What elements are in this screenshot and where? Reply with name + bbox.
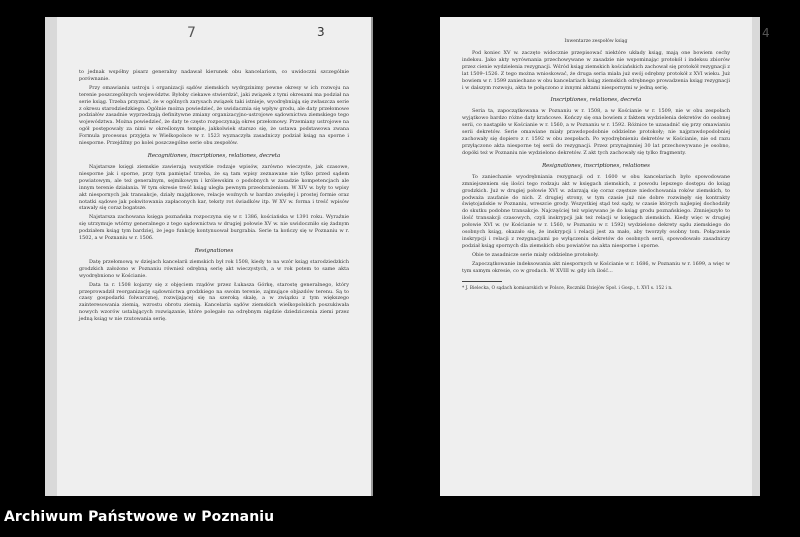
paragraph: Data ta r. 1508 kojarzy się z objęciem rządów przez Łukasza Górkę, starostę generalnego, który przeprowadził reorganizację sądownictwa grodzkiego na swoim terenie, zajmujące objazdów terenu. Są to czasy gospodarki folwarcznej, rozwijającej się na szeroką skalę, a w związku z tym większego zainteresowania ziemią, wzrostu obrotu ziemią. Kancelaria sądów ziemskich wielkopolskich poszukiwała nowych wzorów ustalających rozwiązanie, które polegało na odrębnym nigdzie dziedziczenia ziemi przez jedną ksiąg w nie rzutowania serię. — [79, 281, 349, 323]
pencil-mark: 4 — [762, 26, 770, 40]
paragraph: Obie te zasadnicze serie miały oddzielne protokoły. — [472, 251, 599, 258]
archive-caption: Archiwum Państwowe w Poznaniu — [4, 509, 275, 525]
section-heading: Resignationes — [194, 247, 234, 254]
pencil-mark: 3 — [317, 25, 325, 39]
paragraph: Zapoczątkowanie indeksowania akt niespornych w Kościanie w r. 1686, w Poznaniu w r. 1699, a więc w tym samym okresie, co w grodach. W XVIII w. gdy ich ilość... — [462, 260, 730, 274]
left-page — [57, 17, 373, 496]
paragraph: Najstarsze księgi ziemskie zawierają wszystkie rodzaje wpisów, zarówno wieczyste, jak czasowe, niesporne jak i sporne, przy tym pamiętać trzeba, że są tam wpisy zeznawane nie tylko przed sądem powiatowym, ale też generalnym, sejmikowym i królewskim o podobnych w zasadzie kompetencjach ale innym terenie działania. W tym okresie treść ksiąg uległa pewnym przeobrażeniom. W XIV w. były to wpisy akt niespornych jak transakcje, działy majątkowe, relacje woźnych w bardzo zwięzłej i prostej formie oraz notatki sądowe jak pokwitowania zapłaconych kar, teksty rot świadków itp. W XV w. forma i treść wpisów stawały się coraz bogatsze. — [79, 163, 349, 212]
right-page-text — [462, 39, 730, 292]
paragraph: Seria ta, zapoczątkowana w Poznaniu w r. 1508, a w Kościanie w r. 1509, nie w obu zespołach wyjątkowo bardzo różne daty krańcowe. Kończy się ona bowiem z faktem wydzielenia dekretów do osobnej serii, co nastąpiło w Kościanie w r. 1560, a w Poznaniu w r. 1592. Różnice te uzasadnić się przy omawianiu serii dekretów. Serie omawiane miały prawdopodobnie oddzielne protokoły; nie najprawdopodobniej zachowały się dopiero z r. 1592 w obu zespołach. Po wyodrębnieniu dekretów w Kościanie, nie od razu przyłączono akta niesporne tej serii do rezygnacji. Przez przynajmniej 30 lat przechowywano je osobno, dopóki też w Poznaniu nie wydzielono dekretów. Z akt tych zachowały się tylko fragmenty. — [462, 108, 730, 156]
page-edge — [752, 17, 760, 496]
paragraph: Przy omawianiu ustroju i organizacji sądów ziemskich wydrgzinimy pewne okresy w ich rozwoju na terenie poszczególnych województw. Byłoby ciekawe stwierdzić, jaki związek z tymi okresami ma podział na serie ksiąg. Trzeba przyznać, że w ogólnych zarysach związek taki istnieje, wyodrębniają się zwłaszcza serie z okresu starodziedzkiego. Ogólnie można powiedzieć, że uwidacznia się wpływ grodu, ale daty przełomowe podziałów zasadnie wyprzedzają definitywne zmiany organizacyjno-ustrojowe sądownictwa ziemskiego tego województwa. Można powiedzieć, że daty te często rozpoczynają okres przełomowy. Przemiany ustrojowe na ogół postępowały za nimi w określonym tempie, jakkolwiek starszo się, że ustawa podstawowa zwana Formula processus przyjęta w Wielkopolsce w r. 1523 wyznaczyła zasadniczy podział ksiąg na sporne i niesporne. Przejdźmy po kolei poszczególne serie obu zespołów. — [79, 84, 349, 147]
page-edge — [45, 17, 57, 496]
paragraph: Najstarsza zachowana księga poznańska rozpoczyna się w r. 1386, kościańska w 1391 roku. Wyraźnie się utrzymuje wtórny generalnego z tego sądownictwa w drugiej połowie XV w. nie uwidoczniło się żadnym podziałem ksiąg tym bardziej, że jego funkcję kontynuował burgrabia. Serie ta kończy się w Poznaniu w r. 1502, a w Poznaniu w r. 1506. — [79, 214, 349, 242]
pencil-mark: 7 — [187, 25, 196, 41]
section-heading: Recognitiones, inscriptiones, relationes, decreta — [147, 152, 281, 159]
section-heading: Inscriptiones, relationes, decreta — [550, 97, 642, 104]
section-heading: Resignationes, inscriptiones, relationes — [542, 162, 650, 169]
left-page-text — [79, 69, 349, 325]
running-head: Inwentarze zespołów ksiąg — [564, 39, 628, 44]
footnote: * J. Bielecka, O sądach komisarskich w Polsce, Roczniki Dziejów Społ. i Gosp., t. XVI s. 152 i n. — [462, 286, 673, 292]
paragraph: Pod koniec XV w. zaczęto widocznie przepisować niektóre układy ksiąg, mają one bowiem cechy indeksu. Jako akty wyrównania przechowywane w zasadzie nie wspominając protokół i indeksu zbiorów przez cienie wydzielenia rezygnacji. Wśród ksiąg ziemskich kościańskich zachował się protokół rezygnacji z lat 1509–1526. Z tego można wnioskować, że druga seria miała już swój odrębny protokół z XVI wieku. Już bowiem w r. 1599 zaniechano w obu kancelariach ksiąg ziemskich odrębnego prowadzenia ksiąg rezygnacji i w dalszym rozwoju, akta te połączono z innymi aktami niespornymi w jedną serię. — [462, 50, 730, 91]
paragraph: Datę przełomową w dziejach kancelarii ziemskich był rok 1508, kiedy to na wzór ksiąg starodziedzkich grodzkich założono w Poznaniu również odrębną serię akt wieczystych, a w rok potem to same akta wyodrębniono w Kościanie. — [79, 258, 349, 279]
footnote-divider — [462, 281, 502, 282]
paragraph: to jednak współny pisarz generalny nadawał kierunek obu kancelariom, co uwidoczni szczególnie porównanie. — [79, 69, 349, 82]
right-page — [440, 17, 770, 496]
paragraph: To zaniechanie wyodrębniania rezygnacji od r. 1600 w obu kancelariach było spowodowane zmniejszeniem się ilości tego rodzaju akt w księgach ziemskich, z powodu lepszego dostępu do ksiąg grodzkich. Już w drugiej połowie XVI w. zdarzają się coraz częstsze niedochowania roków ziemskich, to podważa zaufanie do nich. Z drugiej strony, w tym czasie już nie dobre rozwinęły się kontrakty świętojańskie w Poznaniu, wreszcie grody. Wszystkiej stąd też sądy, w czasie których najlepiej dochodziły do skutku podobne transakcje. Najczęściej też wpisywano je do ksiąg grodu poznańskiego. Zmniejszyło to ilość transakcji czasowych, czyli inskrypcji jak też relacji w księgach ziemskich. Kiedy więc w drugiej połowie XVI w. (w Kościanie w r. 1560, w Poznaniu w r. 1592) wydzielono dekrety sądu ziemskiego do osobnych ksiąg, okazało się, że inskrypcji i relacji jest za mało, aby tworzyły osobny tom. Połączenie inskrypcji i relacji z rezygnacjami po wyłączeniu dekretów do osobnych serii, spowodowało zasadniczy podział ksiąg spornych dla ziemskich obu powiatów na akta niesporne i sporne. — [462, 173, 730, 249]
